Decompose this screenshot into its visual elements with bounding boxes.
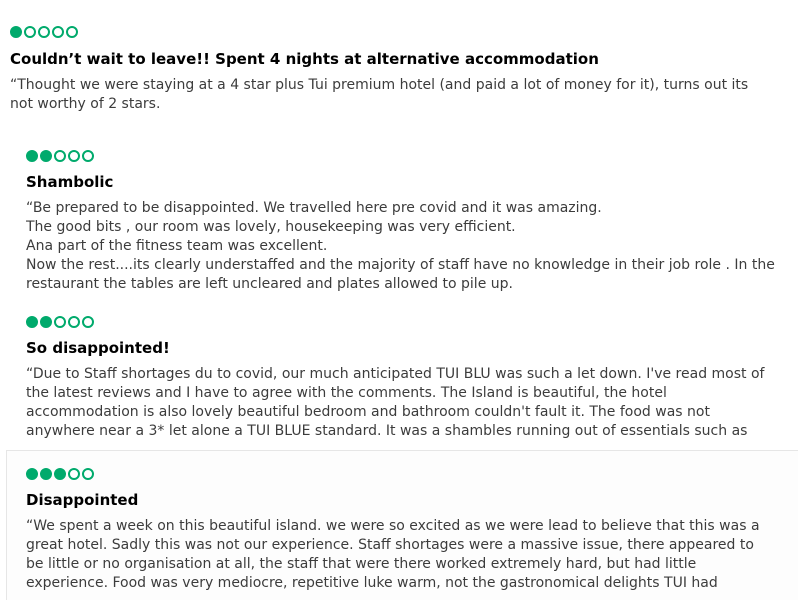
rating-bubble-icon xyxy=(26,150,38,162)
review-body xyxy=(26,199,796,294)
review-title[interactable]: Couldn’t wait to leave!! Spent 4 nights at alternative accommodation xyxy=(10,50,599,68)
rating-bubble-icon xyxy=(24,26,36,38)
rating-bubble-icon xyxy=(52,26,64,38)
rating-bubble-icon xyxy=(66,26,78,38)
rating-bubble-icon xyxy=(26,316,38,328)
bubble-rating xyxy=(26,466,796,482)
rating-bubble-icon xyxy=(40,468,52,480)
rating-bubble-icon xyxy=(68,468,80,480)
review-title[interactable]: Shambolic xyxy=(26,173,114,191)
rating-bubble-icon xyxy=(54,468,66,480)
bubble-rating xyxy=(10,24,795,40)
review-text-line: “Be prepared to be disappointed. We travelled here pre covid and it was amazing. xyxy=(26,200,602,216)
rating-bubble-icon xyxy=(10,26,22,38)
bubble-rating xyxy=(26,148,796,164)
review-text-line: “Thought we were staying at a 4 star plus Tui premium hotel (and paid a lot of money for it), turns out its xyxy=(10,77,749,93)
rating-bubble-icon xyxy=(38,26,50,38)
bubble-rating xyxy=(26,314,796,330)
review-4 xyxy=(26,466,796,593)
rating-bubble-icon xyxy=(54,316,66,328)
rating-bubble-icon xyxy=(82,316,94,328)
review-text-line: “Due to Staff shortages du to covid, our much anticipated TUI BLU was such a let down. I've read most of xyxy=(26,366,765,382)
review-text-line: restaurant the tables are left uncleared and plates allowed to pile up. xyxy=(26,276,513,292)
review-body xyxy=(26,365,796,441)
review-body xyxy=(26,517,796,593)
review-text-line: anywhere near a 3* let alone a TUI BLUE standard. It was a shambles running out of essentials such as xyxy=(26,423,748,439)
rating-bubble-icon xyxy=(40,316,52,328)
rating-bubble-icon xyxy=(40,150,52,162)
review-text-line: the latest reviews and I have to agree with the comments. The Island is beautiful, the hotel xyxy=(26,385,667,401)
review-text-line: Ana part of the fitness team was excellent. xyxy=(26,238,328,254)
rating-bubble-icon xyxy=(82,468,94,480)
rating-bubble-icon xyxy=(54,150,66,162)
review-3 xyxy=(26,314,796,441)
rating-bubble-icon xyxy=(26,468,38,480)
review-text-line: accommodation is also lovely beautiful bedroom and bathroom couldn't fault it. The food was not xyxy=(26,404,710,420)
review-text-line: be little or no organisation at all, the staff that were there worked extremely hard, but had little xyxy=(26,556,697,572)
review-title[interactable]: Disappointed xyxy=(26,491,139,509)
review-title[interactable]: So disappointed! xyxy=(26,339,170,357)
rating-bubble-icon xyxy=(68,316,80,328)
review-body xyxy=(10,76,795,114)
review-text-line: Now the rest....its clearly understaffed and the majority of staff have no knowledge in their job role . In the xyxy=(26,257,775,273)
review-2 xyxy=(26,148,796,294)
rating-bubble-icon xyxy=(68,150,80,162)
review-text-line: not worthy of 2 stars. xyxy=(10,96,161,112)
review-1 xyxy=(10,24,795,114)
review-text-line: “We spent a week on this beautiful island. we were so excited as we were lead to believe that this was a xyxy=(26,518,760,534)
review-text-line: experience. Food was very mediocre, repetitive luke warm, not the gastronomical delights TUI had xyxy=(26,575,718,591)
rating-bubble-icon xyxy=(82,150,94,162)
review-text-line: great hotel. Sadly this was not our experience. Staff shortages were a massive issue, there appeared to xyxy=(26,537,754,553)
review-text-line: The good bits , our room was lovely, housekeeping was very efficient. xyxy=(26,219,516,235)
